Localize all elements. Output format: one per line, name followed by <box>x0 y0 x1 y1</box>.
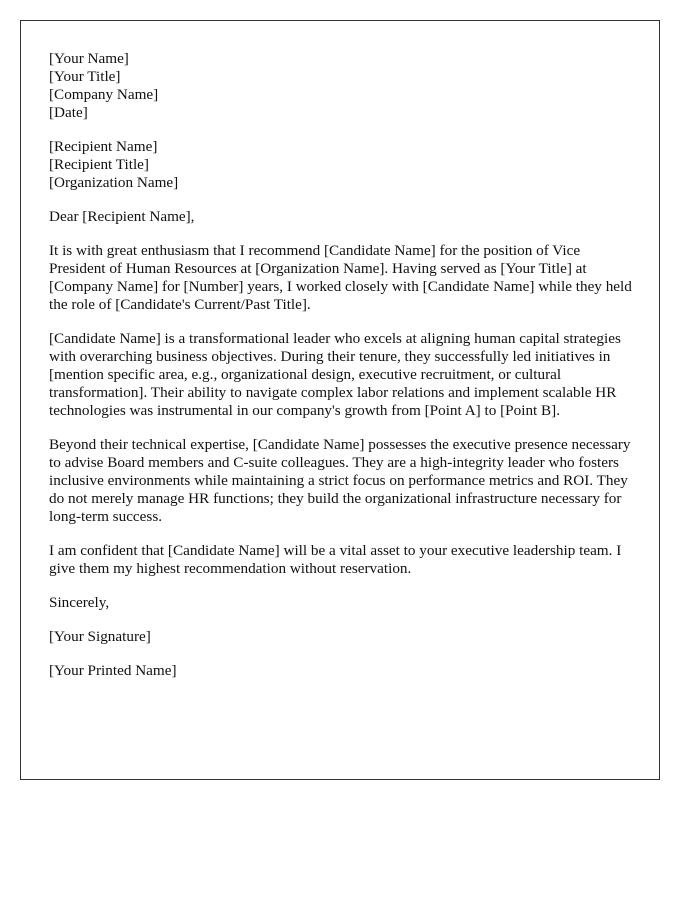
sender-block <box>49 50 639 122</box>
sender-company: [Company Name] <box>49 86 159 103</box>
recipient-title: [Recipient Title] <box>49 156 149 173</box>
sender-title: [Your Title] <box>49 68 121 85</box>
body-paragraph-1: It is with great enthusiasm that I recommend [Candidate Name] for the position of Vice President of Human Resources at [Organization Name]. Having served as [Your Title] at [Company Name] for [Number] years, I worked closely with [Candidate Name] while they held the role of [Candidate's Current/Past Title]. <box>49 242 632 313</box>
body-paragraph-4: I am confident that [Candidate Name] will be a vital asset to your executive leadership team. I give them my highest recommendation without reservation. <box>49 542 622 577</box>
body-paragraph-3: Beyond their technical expertise, [Candidate Name] possesses the executive presence necessary to advise Board members and C-suite colleagues. They are a high-integrity leader who fosters inclusive environments while maintaining a strict focus on performance metrics and ROI. They do not merely manage HR functions; they build the organizational infrastructure necessary for long-term success. <box>49 436 631 525</box>
printed-name-line: [Your Printed Name] <box>49 662 177 679</box>
signature-line: [Your Signature] <box>49 628 151 645</box>
letter-content <box>49 50 639 696</box>
recipient-name: [Recipient Name] <box>49 138 158 155</box>
sender-name: [Your Name] <box>49 50 129 67</box>
recipient-organization: [Organization Name] <box>49 174 179 191</box>
letter-page <box>20 20 660 780</box>
body-paragraph-2: [Candidate Name] is a transformational leader who excels at aligning human capital strategies with overarching business objectives. During their tenure, they successfully led initiatives in [mention specific area, e.g., organizational design, executive recruitment, or cultural transformation]. Their ability to navigate complex labor relations and implement scalable HR technologies was instrumental in our company's growth from [Point A] to [Point B]. <box>49 330 621 419</box>
recipient-block <box>49 138 639 192</box>
letter-date: [Date] <box>49 104 88 121</box>
salutation: Dear [Recipient Name], <box>49 208 195 225</box>
closing: Sincerely, <box>49 594 110 611</box>
